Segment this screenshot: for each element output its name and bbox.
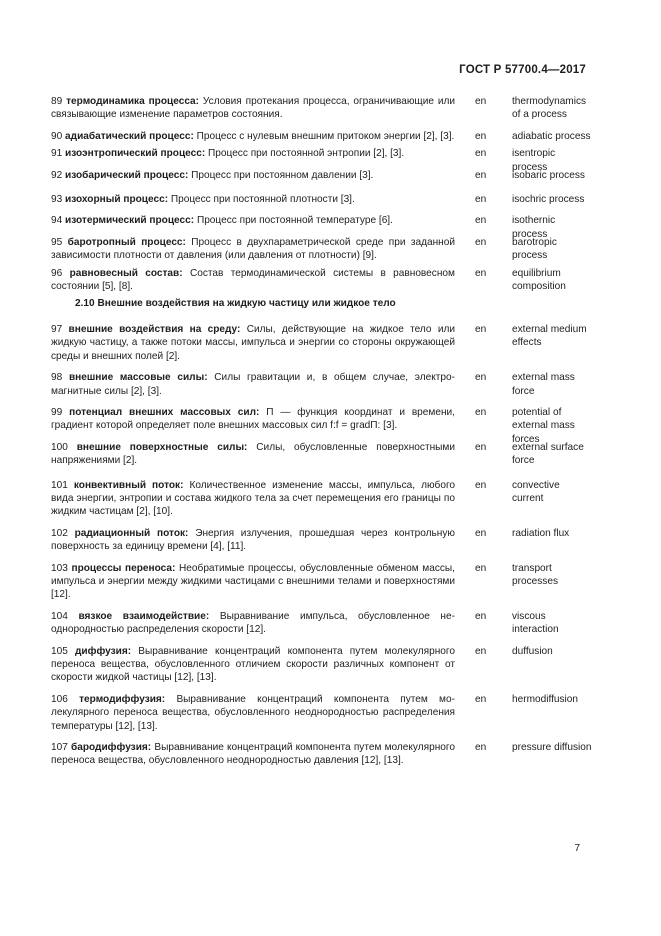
term-number: 100 [51,441,68,453]
english-equivalent: thermodynamics of a process [512,96,587,121]
term-entry [51,323,591,363]
term-text: Энергия излучения, прошедшая через контрольную поверхность за единицу времени [4], [11]. [51,527,455,553]
term-number: 104 [51,610,68,622]
term-name: потенциал внешних массовых сил: [69,406,260,418]
term-definition [51,371,455,398]
term-entry [51,147,591,173]
term-definition [51,95,455,122]
language-code: en [475,372,487,384]
english-equivalent: duffusion [512,645,553,657]
language-code: en [475,693,487,705]
english-equivalent: isobaric process [512,169,585,181]
term-text: Выравнивание концентраций компонента путем молекулярного переноса вещества, обусловленного неоднородностью давления [12], [13]. [51,742,455,767]
term-definition [51,323,455,363]
term-text: Процесс с нулевым внешним притоком энергии [2], [3]. [196,130,455,142]
term-name: термодиффузия: [79,693,166,705]
terms-group-external-effects [51,323,591,768]
term-entry [51,610,591,637]
english-equivalent: isothernic process [512,215,556,240]
term-entry [51,214,591,240]
term-entry [51,693,591,733]
language-code: en [475,406,487,418]
term-entry [51,193,591,206]
term-entry [51,562,591,602]
term-entry [51,169,591,182]
language-code: en [475,130,487,142]
document-code: ГОСТ Р 57700.4—2017 [459,64,586,76]
term-name: диффузия: [75,645,132,657]
term-definition [51,610,455,637]
language-code: en [475,479,487,491]
term-definition [51,130,455,143]
term-name: адиабатический процесс: [65,130,194,142]
term-entry [51,236,591,263]
term-name: баротропный процесс: [67,236,186,248]
term-number: 106 [51,693,68,705]
english-equivalent: external surface force [512,441,584,467]
english-equivalent: pressure diffusion [512,742,592,754]
term-name: изохорный процесс: [65,194,169,206]
language-code: en [475,645,487,657]
term-definition [51,527,455,554]
term-text: Состав термодинамической системы в равновесном состоянии [5], [8]. [51,267,455,293]
term-number: 94 [51,215,63,227]
term-name: вязкое взаимодействие: [78,610,210,622]
term-entry [51,95,591,122]
term-text: Силы, обусловленные поверхностными напряжениями [2]. [51,441,455,467]
section-heading: 2.10 Внешние воздействия на жидкую частицу или жидкое тело [75,298,396,310]
term-name: термодинамика процесса: [66,96,200,107]
english-equivalent: radiation flux [512,527,570,539]
term-definition [51,147,455,160]
term-number: 103 [51,562,68,574]
term-definition [51,562,455,602]
term-text: Выравнивание концентраций компонента путем молекулярного переноса вещества, обусловленного неоднородностью распределения температуры [12], [13]. [51,693,455,732]
english-equivalent: viscous interaction [512,610,559,636]
term-text: Силы, действующие на жидкое тело или жидкую частицу, а также потоки массы, импульса и энергии со стороны окружающей среды и внешних полей [2]. [51,323,455,362]
term-entry [51,441,591,468]
term-name: изоэнтропический процесс: [65,148,206,160]
term-entry [51,406,591,445]
term-definition [51,645,455,685]
language-code: en [475,215,487,227]
term-text: Силы гравитации и, в общем случае, электромагнитные силы [2], [3]. [51,372,455,397]
english-equivalent: external medium effects [512,323,587,349]
term-definition [51,406,455,433]
language-code: en [475,267,487,279]
term-text: Выравнивание импульса, обусловленное неоднородностью распределения скорости [12]. [51,610,455,636]
term-entry [51,371,591,398]
term-name: процессы переноса: [71,562,176,574]
terms-body [51,95,591,772]
language-code: en [475,323,487,335]
term-number: 95 [51,236,63,248]
term-number: 102 [51,527,68,539]
term-entry [51,267,591,294]
english-equivalent: isentropic process [512,148,556,173]
term-number: 99 [51,406,63,418]
term-text: Процесс при постоянной температуре [6]. [196,215,393,227]
term-number: 107 [51,742,68,754]
term-text: Необратимые процессы, обусловленные обменом массы, импульса и энергии между жидкими частицами с внешними телами и поверхностями [12]. [51,562,455,601]
term-name: изобарический процесс: [65,169,189,181]
term-name: равновесный состав: [69,267,183,279]
term-text: Процесс при постоянном давлении [3]. [191,169,374,181]
term-text: Выравнивание концентраций компонента путем молекулярного переноса вещества, обусловленного отличием скорости различных компонент от скорости жидкой частицы [12], [13]. [51,645,455,684]
term-number: 93 [51,194,63,206]
english-equivalent: barotropic process [512,236,557,262]
term-entry [51,130,591,143]
term-number: 105 [51,645,68,657]
term-text: Процесс при постоянной энтропии [2], [3]. [208,148,405,160]
term-number: 89 [51,96,63,107]
english-equivalent: external mass force [512,372,575,397]
term-entry [51,645,591,685]
term-definition [51,267,455,294]
term-name: внешние поверхностные силы: [76,441,248,453]
term-name: конвективный поток: [73,479,184,491]
english-equivalent: hermodiffusion [512,693,579,705]
term-entry [51,741,591,768]
term-definition [51,693,455,733]
term-number: 98 [51,372,63,384]
language-code: en [475,194,487,206]
term-name: внешние воздействия на среду: [68,323,241,335]
term-number: 96 [51,267,63,279]
term-name: радиационный поток: [74,527,189,539]
page-number: 7 [574,843,580,854]
term-number: 91 [51,148,63,160]
term-definition [51,193,455,206]
term-text: Количественное изменение массы, импульса, любого вида энергии, энтропии и состава жидкого тела за счет перемещения его границы по жидким частицам [2], [10]. [51,479,456,518]
term-name: бародиффузия: [71,742,152,754]
term-definition [51,214,455,227]
english-equivalent: isochric process [512,194,585,206]
term-text: Процесс при постоянной плотности [3]. [170,194,355,206]
english-equivalent: transport processes [512,562,559,587]
language-code: en [475,96,487,107]
language-code: en [475,236,487,248]
language-code: en [475,169,487,181]
term-name: изотермический процесс: [65,215,195,227]
term-definition [51,236,455,263]
term-number: 90 [51,130,63,142]
english-equivalent: convective current [512,479,560,504]
term-definition [51,741,455,768]
language-code: en [475,527,487,539]
language-code: en [475,562,487,574]
term-definition [51,169,455,182]
term-definition [51,441,455,468]
term-number: 97 [51,323,63,335]
term-text: Условия протекания процесса, ограничивающие или связывающие изменение параметров состояния. [51,96,456,121]
language-code: en [475,441,487,453]
term-name: внешние массовые силы: [68,372,208,384]
english-equivalent: equilibrium composition [512,267,566,293]
language-code: en [475,148,487,160]
english-equivalent: potential of external mass forces [512,406,575,445]
term-entry [51,479,591,519]
term-definition [51,479,455,519]
term-number: 92 [51,169,63,181]
term-number: 101 [51,479,68,491]
language-code: en [475,610,487,622]
term-entry [51,527,591,554]
term-text: П — функция координат и времени, градиент которой определяет поле внешних массовых сил f:f = gradП: [3]. [51,406,455,432]
language-code: en [475,742,487,754]
term-text: Процесс в двухпараметрической среде при заданной зависимости плотности от давления (или давления от плотности) [9]. [51,236,455,262]
english-equivalent: adiabatic process [512,130,591,142]
terms-group-process [51,95,591,293]
